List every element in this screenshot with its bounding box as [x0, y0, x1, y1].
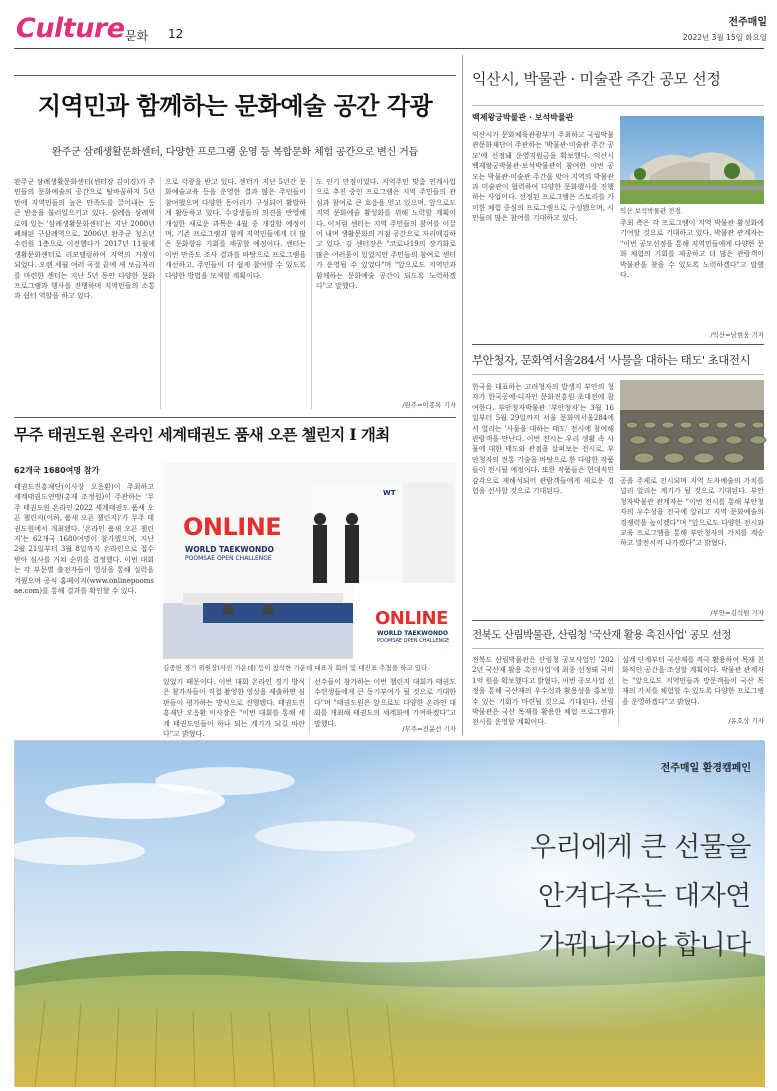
iksan-photo-caption: 익산 보석박물관 전경.: [620, 207, 683, 215]
iksan-rule: [472, 105, 764, 106]
campaign-line-2: 안겨다주는 대자연: [538, 881, 751, 912]
iksan-byline: /익산=남현웅 기자: [710, 331, 764, 339]
jeonbuk-headline: 전북도 산림박물관, 산림청 '국산재 활용 촉진사업' 공모 선정: [472, 629, 731, 641]
jeonbuk-byline: /유호상 기자: [728, 717, 764, 725]
taekwondo-col-rule: [309, 677, 310, 733]
desk-banner-poomsae: POOMSAE OPEN CHALLENGE: [377, 638, 450, 644]
taekwondo-photo-caption: 김중헌 경기 위원장(사진 가운데) 등이 참석한 가운데 대표자 회의 및 대진표 추첨을 하고 있다.: [163, 664, 430, 672]
desk-banner-online: ONLINE: [375, 608, 448, 629]
buan-col-2: 공을 주제로 전시되며 지역 도자예술의 가치를 널리 알리는 계기가 될 것으로 기대된다. 부안청자박물관 관계자는 "이번 전시를 통해 부안청자의 우수성을 전국에 알리고 지역 문화예술의 경쟁력을 높이겠다"며 "앞으로도 다양한 전시와 교육 프로그램을 통해 부안청자의 가치를 계승하고 발전시켜 나가겠다"고 밝혔다.: [620, 477, 767, 548]
taekwondo-photo: [163, 463, 456, 659]
taekwondo-byline: /무주=전윤선 기자: [402, 725, 456, 733]
environment-campaign-ad: [14, 740, 764, 1086]
iksan-col-2: 주최 측은 각 프로그램이 지역 박물관 활성화에 기여할 것으로 기대하고 있다. 박물관 관계자는 "이번 공모선정을 통해 지역민들에게 다양한 문화 체험의 기회를 제공하고 더 많은 관람객이 박물관을 찾을 수 있도록 노력하겠다"고 말했다.: [620, 219, 767, 280]
jeonbuk-rule: [472, 648, 764, 649]
jeonbuk-top-rule: [472, 620, 764, 621]
section-title-en: Culture: [16, 13, 125, 44]
page-number: 12: [168, 27, 184, 41]
paper-name: 전주매일: [728, 17, 767, 28]
campaign-line-3: 가꿔나가야 합니다: [538, 930, 751, 961]
buan-pottery-photo: [620, 380, 764, 470]
lead-subheadline: 완주군 삼례생활문화센터, 다양한 프로그램 운영 등 복합문화 체험 공간으로 변신 거듭: [51, 147, 419, 158]
banner-logo: WT: [383, 489, 396, 497]
issue-date: 2022년 3월 15일 화요일: [682, 33, 767, 42]
buan-top-rule: [472, 344, 764, 345]
desk-banner-wt: WORLD TAEKWONDO: [377, 630, 449, 637]
lead-col-2: 으로 각광을 받고 있다. 센터가 지난 5년간 문화예술교육 등을 운영한 결과 많은 주민들이 참여했으며 다양한 동아리가 구성되어 활발하게 활동하고 있다. 수강생들의 의견을 반영해 개설한 새로운 과목은 4월 중 개강할 예정이며, 기존 프로그램과 함께 지역민들에게 더 많은 문화향유 기회를 제공할 예정이다. 센터는 이번 만족도 조사 결과를 바탕으로 프로그램을 개선하고, 주민들이 더 쉽게 참여할 수 있도록 다양한 방법을 모색할 계획이다.: [165, 178, 309, 280]
taekwondo-col-1: 태권도진흥재단(이사장 오응환)이 주최하고 세계태권도연맹(총재 조정원)이 주관하는 '무주 태권도원 온라인 2022 세계태권도 품새 오픈 챌린지(이하, 품새 오픈 챌린지)'가 무주 태권도원에서 개최됐다. '온라인 품새 오픈 챌린지'는 62개국 1680여명이 참가했으며, 지난 2월 21일부터 3월 8일까지 온라인으로 접수받아 심사를 거쳐 순위를 결정했다. 이번 대회는 각 부문별 출전자들이 영상을 통해 실력을 겨뤘으며 공식 홈페이지(www.onlinepoomsae.com)를 통해 결과를 확인할 수 있다.: [14, 483, 157, 596]
museum-photo-svg: [620, 116, 764, 204]
lead-col-rule-1: [160, 177, 161, 409]
banner-online-text: ONLINE: [183, 513, 282, 541]
pottery-photo-svg: [620, 380, 764, 470]
jeonbuk-col-1: 전북도 산림박물관은 산림청 공모사업인 '2022년 국산재 활용 촉진사업'에 최종 선정돼 국비 1억 원을 확보했다고 밝혔다. 이번 공모사업 선정을 통해 국산재의 우수성과 활용성을 홍보할 수 있는 기회가 마련될 것으로 기대된다. 산림박물관은 국산 목재를 활용한 체험 프로그램과 전시를 운영할 계획이다.: [472, 656, 617, 727]
buan-col-1: 한국을 대표하는 고려청자의 발생지 부안의 청자가 한국공예·디자인 문화진흥원 초대전에 참여한다. 부안청자박물관 '부안청자'는 3월 16일부터 5월 29일까지 서울 문화역서울284에서 열리는 '사물을 대하는 태도' 전시에 참여해 관람객을 만난다. 이번 전시는 우리 생활 속 사물에 대한 태도와 관점을 살펴보는 전시로, 부안청자의 전통 기술을 바탕으로 한 다양한 작품들이 전시될 예정이다. 또한 작품들은 현대적인 감각으로 재해석되어 관람객들에게 새로운 경험을 선사할 것으로 기대된다.: [472, 383, 617, 496]
taekwondo-headline: 무주 태권도원 온라인 세계태권도 품새 오픈 첼린지 I 개최: [14, 425, 390, 444]
lead-col-3: 도 인기 만점이었다. 지역주민 맞춤 연계사업으로 추진 중인 프로그램은 지역 주민들의 관심과 참여로 큰 호응을 얻고 있으며, 앞으로도 지역 문화예술 활성화를 위해 노력할 계획이다. 이처럼 센터는 지역 주민들의 참여를 이끌어 내며 생활문화의 거점 공간으로 자리매김하고 있다. 김 센터장은 "코로나19의 장기화로 많은 어려움이 있었지만 주민들의 참여로 센터가 운영될 수 있었다"며 "앞으로도 지역민과 함께하는 문화예술 공간이 되도록 노력하겠다"고 말했다.: [316, 178, 459, 291]
buan-headline: 부안청자, 문화역서울284서 '사물을 대하는 태도' 초대전시: [472, 353, 751, 367]
section-title-ko: 문화: [125, 29, 149, 43]
masthead-rule: [14, 48, 764, 49]
iksan-col-1: 익산시가 문화체육관광부가 주최하고 국립박물관문화재단이 주관하는 '박물관·미술관 주간 공모'에 선정돼 운영지원금을 확보했다. 익산시 백제왕궁박물관·보석박물관이 참여한 이번 공모는 박물관·미술관 주간을 맞아 지역의 박물관과 미술관이 협력하여 다양한 문화행사를 진행하는 사업이다. 선정된 프로그램은 스토리를 가미한 체험 중심의 프로그램으로 구성됐으며, 시민들의 많은 참여를 기대하고 있다.: [472, 131, 617, 223]
buan-byline: /부안=김석원 기자: [710, 609, 764, 617]
buan-rule: [472, 374, 764, 375]
lead-col-rule-2: [311, 177, 312, 409]
main-column-divider: [462, 55, 463, 735]
taekwondo-col-2: 있었기 때문이다. 이번 대회 온라인 경기 방식은 참가자들이 직접 촬영한 영상을 제출하면 심판들이 평가하는 방식으로 진행됐다. 태권도진흥재단 오응환 이사장은 "이번 대회를 통해 세계 태권도인들이 하나 되는 계기가 되길 바란다"고 밝혔다.: [163, 678, 305, 739]
lead-headline: 지역민과 함께하는 문화예술 공간 각광: [37, 91, 433, 120]
iksan-museum-photo: [620, 116, 764, 204]
jeonbuk-col-rule: [618, 655, 619, 725]
campaign-line-1: 우리에게 큰 선물을: [530, 832, 751, 863]
lead-top-rule: [14, 75, 456, 76]
banner-wt-text: WORLD TAEKWONDO: [185, 545, 274, 554]
campaign-label: 전주매일 환경캠페인: [660, 763, 751, 774]
taekwondo-subhead: 62개국 1680여명 참가: [14, 466, 100, 475]
lead-col-1: 완주군 삼례생활문화센터(센터장 김미경)가 주민들의 문화예술의 공간으로 탈바꿈하지 5년 만에 지역민들의 높은 만족도를 끌어내는 등 큰 반응을 불러일으키고 있다. 삼례읍 삼례역로에 있는 '삼례생활문화센터'는 지난 2000년 폐쇄된 구삼례역으로, 2006년 완주군 청소년수련원 1층으로 이전했다가 2017년 11월에 생활문화센터로 리모델링하여 지역의 거점이 되었다. 오랜 세월 여러 곡절 끝에 새 보금자리를 마련한 센터는 지난 5년 동안 다양한 문화 프로그램과 행사를 진행하며 지역민들의 소통과 쉼터 역할을 하고 있다.: [14, 178, 158, 301]
jeonbuk-col-2: 설계 단계부터 국산재를 적극 활용하여 목재 친화적인 공간을 조성할 계획이다. 박물관 관계자는 "앞으로도 지역민들과 방문객들이 국산 목재의 가치를 체험할 수 있도록 다양한 프로그램을 운영하겠다"고 밝혔다.: [622, 656, 764, 706]
iksan-subhead: 백제왕궁박물관 · 보석박물관: [472, 113, 574, 122]
taekwondo-col-3: 선수들이 참가하는 이번 챌린지 대회가 태권도 수련생들에게 큰 동기부여가 될 것으로 기대한다"며 "태권도원은 앞으로도 다양한 온라인 대회를 개최해 태권도의 세계화에 기여하겠다"고 말했다.: [314, 678, 459, 728]
lead-byline: /완주=이종록 기자: [402, 401, 456, 409]
taekwondo-top-rule: [14, 417, 456, 418]
campaign-landscape-svg: [15, 741, 765, 1087]
banner-poomsae-text: POOMSAE OPEN CHALLENGE: [185, 555, 272, 562]
iksan-headline: 익산시, 박물관 · 미술관 주간 공모 선정: [472, 70, 721, 88]
masthead: [0, 0, 777, 52]
